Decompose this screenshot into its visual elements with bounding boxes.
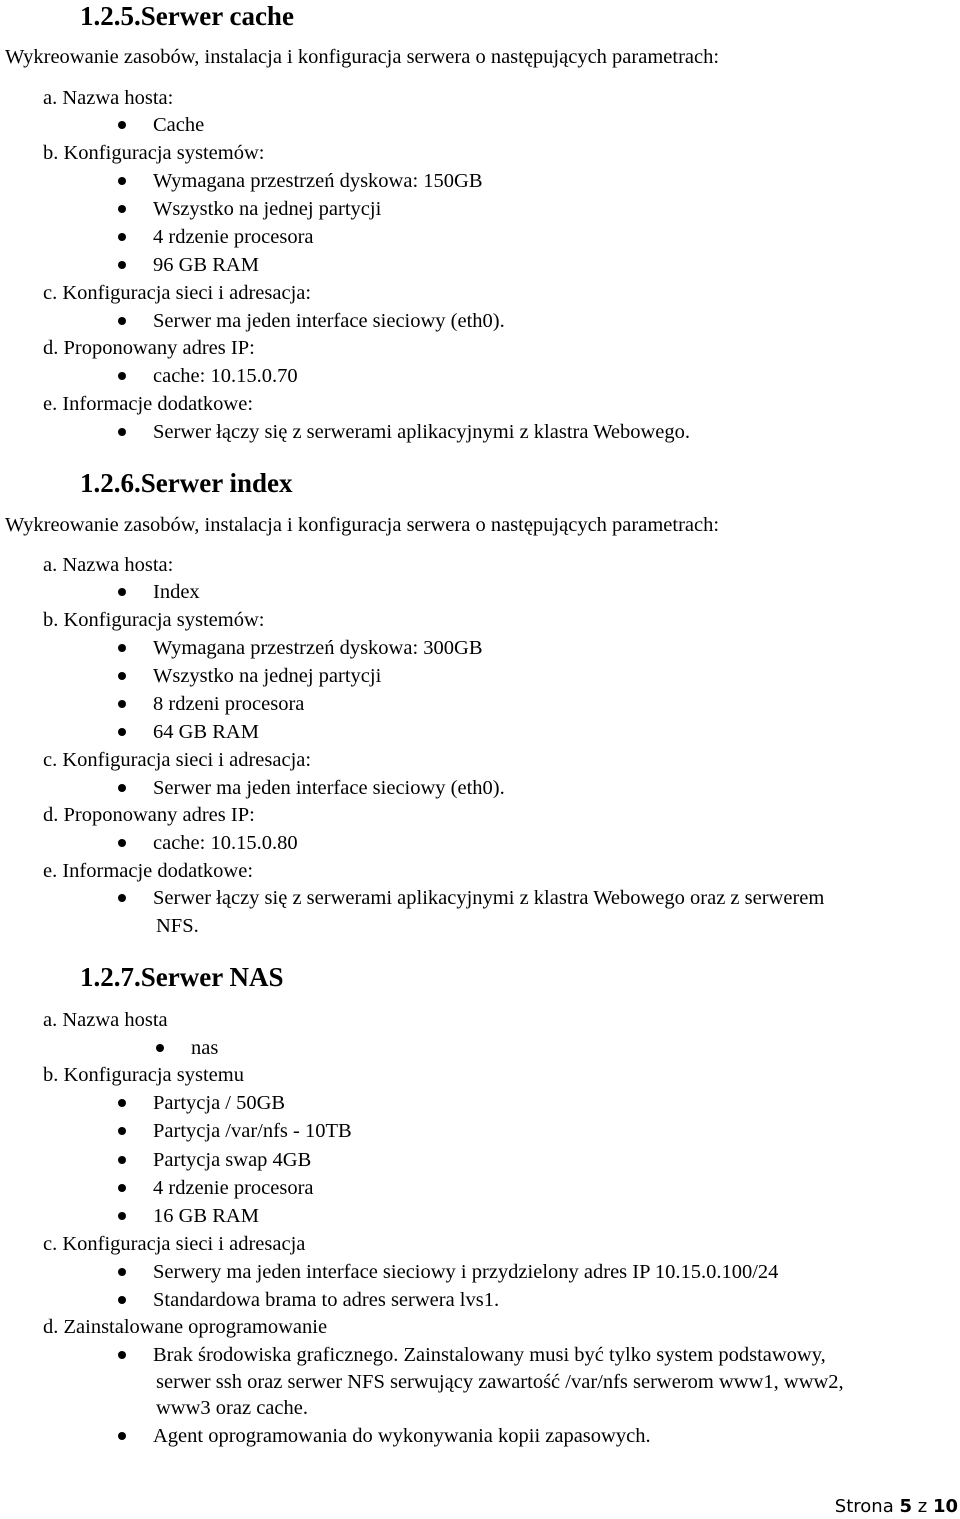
list-label-network-config: c. Konfiguracja sieci i adresacja	[43, 1233, 306, 1255]
bullet-icon	[118, 894, 126, 902]
bullet-icon	[118, 1127, 126, 1135]
list-item: 96 GB RAM	[153, 254, 259, 276]
list-item-continuation: NFS.	[156, 915, 199, 937]
list-label-ip: d. Proponowany adres IP:	[43, 337, 255, 359]
list-item: Agent oprogramowania do wykonywania kopii zapasowych.	[153, 1425, 651, 1447]
list-item: Wszystko na jednej partycji	[153, 665, 382, 687]
bullet-icon	[118, 1156, 126, 1164]
list-item-continuation: serwer ssh oraz serwer NFS serwujący zawartość /var/nfs serwerom www1, www2,	[156, 1371, 844, 1393]
bullet-icon	[118, 644, 126, 652]
page-number-footer	[835, 1496, 958, 1518]
list-item: Wszystko na jednej partycji	[153, 198, 382, 220]
bullet-icon	[118, 177, 126, 185]
list-item: cache: 10.15.0.80	[153, 832, 298, 854]
bullet-icon	[118, 1099, 126, 1107]
total-page-count: 10	[932, 1496, 958, 1517]
list-item: Index	[153, 581, 200, 603]
bullet-icon	[156, 1044, 164, 1052]
list-item: Brak środowiska graficznego. Zainstalowany musi być tylko system podstawowy,	[153, 1344, 826, 1366]
bullet-icon	[118, 1268, 126, 1276]
bullet-icon	[118, 784, 126, 792]
page-label: Strona	[834, 1496, 894, 1517]
bullet-icon	[118, 839, 126, 847]
list-item: nas	[191, 1037, 219, 1059]
list-label-hostname: a. Nazwa hosta:	[43, 554, 174, 576]
bullet-icon	[118, 205, 126, 213]
list-label-additional-info: e. Informacje dodatkowe:	[43, 393, 254, 415]
list-item: Partycja swap 4GB	[153, 1149, 312, 1171]
bullet-icon	[118, 121, 126, 129]
list-label-system-config: b. Konfiguracja systemów:	[43, 142, 265, 164]
bullet-icon	[118, 428, 126, 436]
bullet-icon	[118, 588, 126, 596]
bullet-icon	[118, 728, 126, 736]
list-item: 4 rdzenie procesora	[153, 1177, 314, 1199]
list-label-additional-info: e. Informacje dodatkowe:	[43, 860, 254, 882]
section-heading-index: 1.2.6.Serwer index	[80, 468, 293, 498]
list-label-system-config: b. Konfiguracja systemów:	[43, 609, 265, 631]
list-item: Cache	[153, 114, 205, 136]
bullet-icon	[118, 233, 126, 241]
list-label-ip: d. Proponowany adres IP:	[43, 804, 255, 826]
bullet-icon	[118, 1212, 126, 1220]
list-item: 64 GB RAM	[153, 721, 259, 743]
bullet-icon	[118, 317, 126, 325]
list-label-hostname: a. Nazwa hosta:	[43, 87, 174, 109]
bullet-icon	[118, 700, 126, 708]
page-of-label: z	[917, 1496, 928, 1517]
bullet-icon	[118, 1296, 126, 1304]
list-label-network-config: c. Konfiguracja sieci i adresacja:	[43, 282, 312, 304]
list-item: Serwery ma jeden interface sieciowy i przydzielony adres IP 10.15.0.100/24	[153, 1261, 779, 1283]
list-item: 16 GB RAM	[153, 1205, 259, 1227]
section-intro-cache: Wykreowanie zasobów, instalacja i konfiguracja serwera o następujących parametrach:	[5, 46, 720, 68]
current-page-number: 5	[899, 1496, 913, 1517]
list-item: Standardowa brama to adres serwera lvs1.	[153, 1289, 500, 1311]
list-item: Partycja /var/nfs - 10TB	[153, 1120, 352, 1142]
bullet-icon	[118, 672, 126, 680]
bullet-icon	[118, 372, 126, 380]
list-item: Wymagana przestrzeń dyskowa: 300GB	[153, 637, 483, 659]
section-heading-cache: 1.2.5.Serwer cache	[80, 1, 294, 31]
bullet-icon	[118, 1432, 126, 1440]
list-item: Serwer łączy się z serwerami aplikacyjnymi z klastra Webowego.	[153, 421, 691, 443]
list-item: Serwer ma jeden interface sieciowy (eth0).	[153, 777, 505, 799]
bullet-icon	[118, 261, 126, 269]
list-label-system-config: b. Konfiguracja systemu	[43, 1064, 244, 1086]
list-item: 4 rdzenie procesora	[153, 226, 314, 248]
list-label-network-config: c. Konfiguracja sieci i adresacja:	[43, 749, 312, 771]
list-item: Serwer ma jeden interface sieciowy (eth0).	[153, 310, 505, 332]
list-item: Wymagana przestrzeń dyskowa: 150GB	[153, 170, 483, 192]
list-item: Serwer łączy się z serwerami aplikacyjnymi z klastra Webowego oraz z serwerem	[153, 887, 825, 909]
section-heading-nas: 1.2.7.Serwer NAS	[80, 962, 284, 992]
section-intro-index: Wykreowanie zasobów, instalacja i konfiguracja serwera o następujących parametrach:	[5, 514, 720, 536]
list-item: 8 rdzeni procesora	[153, 693, 305, 715]
bullet-icon	[118, 1351, 126, 1359]
bullet-icon	[118, 1184, 126, 1192]
list-label-installed-software: d. Zainstalowane oprogramowanie	[43, 1316, 328, 1338]
list-item: cache: 10.15.0.70	[153, 365, 298, 387]
list-item-continuation: www3 oraz cache.	[156, 1397, 308, 1419]
list-item: Partycja / 50GB	[153, 1092, 286, 1114]
list-label-hostname: a. Nazwa hosta	[43, 1009, 168, 1031]
